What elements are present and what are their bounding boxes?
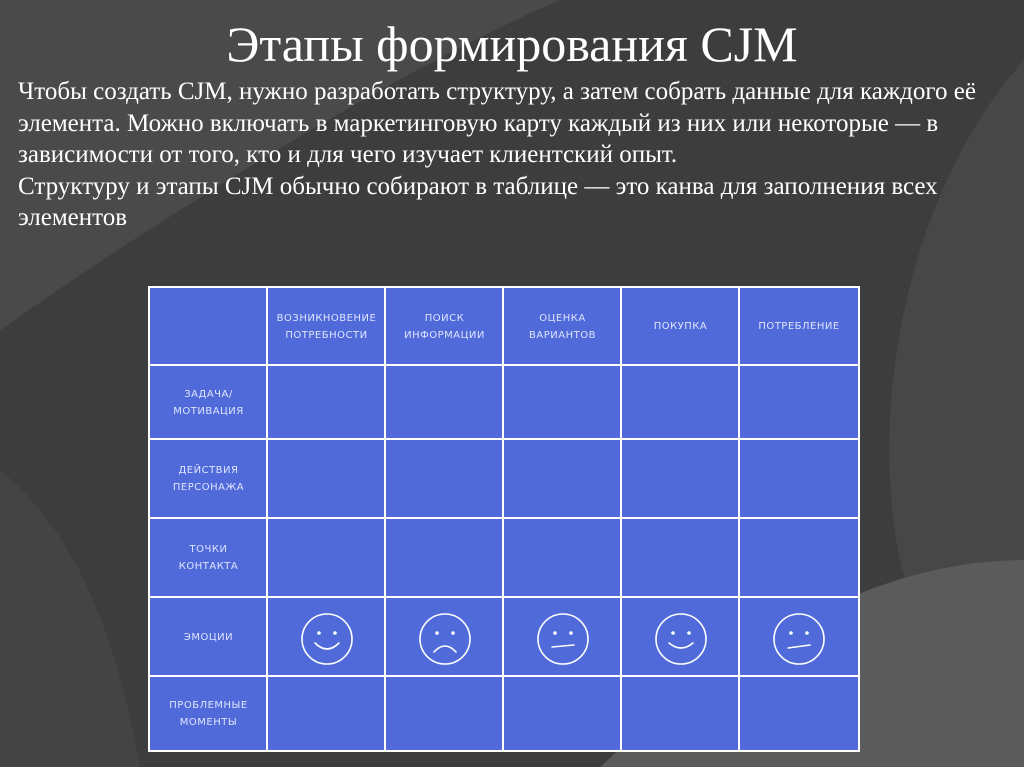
row-pain-points: ПРОБЛЕМНЫЕ МОМЕНТЫ [169, 700, 248, 728]
row-emotions: ЭМОЦИИ [183, 631, 234, 643]
row-persona-actions: ДЕЙСТВИЯ ПЕРСОНАЖА [172, 465, 245, 493]
sad-face-icon [418, 612, 472, 666]
happy-face-icon [300, 612, 354, 666]
slide-body [18, 76, 1008, 234]
row-task-motivation: ЗАДАЧА/ МОТИВАЦИЯ [173, 388, 244, 417]
stage-need-arises: ВОЗНИКНОВЕНИЕ ПОТРЕБНОСТИ [276, 312, 377, 341]
happy-face-icon [654, 612, 708, 666]
neutral-face-icon [536, 612, 590, 666]
row-touchpoints: ТОЧКИ КОНТАКТА [178, 544, 239, 572]
stage-purchase: ПОКУПКА [653, 321, 708, 332]
paragraph-intro: Чтобы создать CJM, нужно разработать структуру, а затем собрать данные для каждого её элемента. Можно включать в маркетинговую карту каждый из них или некоторые — в зависимости от того, кто и для чего изучает клиентский опыт. [18, 78, 976, 168]
stage-options-evaluation: ОЦЕНКА ВАРИАНТОВ [529, 312, 596, 341]
stage-info-search: ПОИСК ИНФОРМАЦИИ [404, 312, 485, 341]
cjm-canvas-table [148, 286, 860, 752]
neutral-face-icon [772, 612, 826, 666]
slide-title: Этапы формирования CJM [226, 16, 798, 72]
stage-consumption: ПОТРЕБЛЕНИЕ [758, 321, 840, 332]
paragraph-table-note: Структуру и этапы CJM обычно собирают в таблице — это канва для заполнения всех элементов [18, 172, 938, 231]
